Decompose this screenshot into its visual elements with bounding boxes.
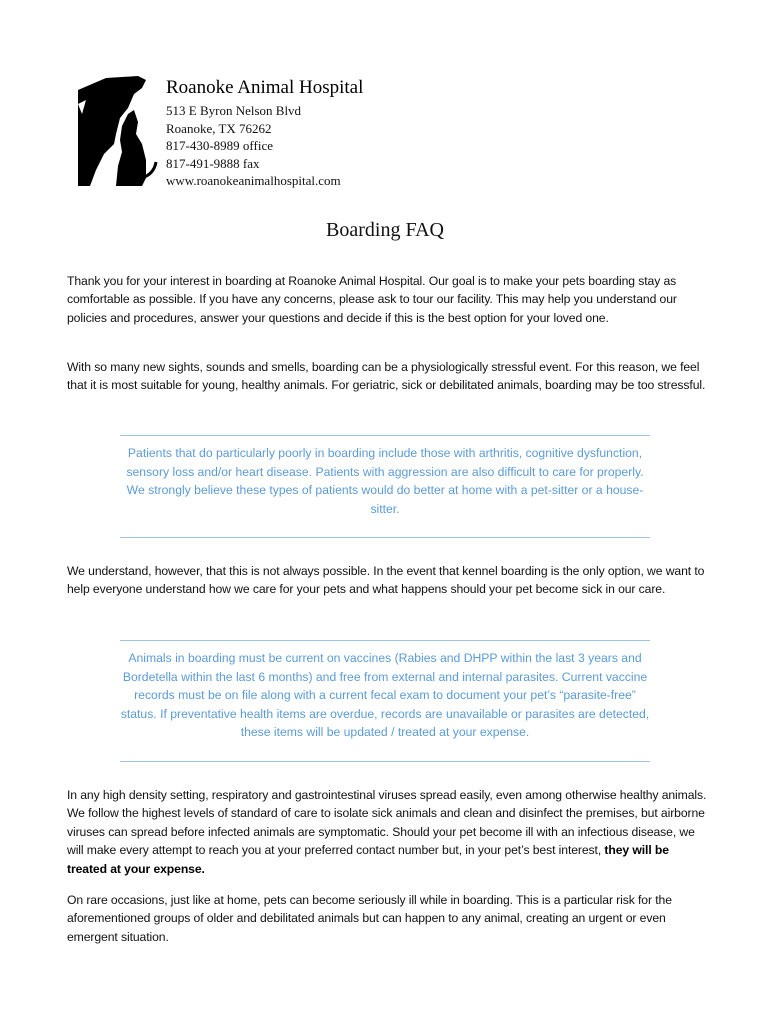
- callout-text: Patients that do particularly poorly in boarding include those with arthritis, cognitive dysfunction, sensory loss and/or heart disease. Patients with aggression are also difficult to care for properly. We strongly believe these types of patients would do better at home with a pet-sitter or a house-sitter.: [126, 446, 644, 516]
- website: www.roanokeanimalhospital.com: [166, 173, 341, 189]
- virus-text: In any high density setting, respiratory and gastrointestinal viruses spread easily, even among otherwise healthy animals. We follow the highest levels of standard of care to isolate sick animals and clean and disinfect the premises, but airborne viruses can spread before infected animals are symptomatic. Should your pet become ill with an infectious disease, we will make every attempt to reach you at your preferred contact number but, in your pet’s best interest,: [67, 788, 707, 858]
- org-name: Roanoke Animal Hospital: [166, 77, 364, 98]
- hospital-logo: [76, 74, 160, 186]
- callout-vaccine-requirements: [120, 640, 650, 762]
- page-title: Boarding FAQ: [326, 219, 444, 241]
- callout-text: Animals in boarding must be current on vaccines (Rabies and DHPP within the last 3 years and Bordetella within the last 6 months) and free from external and internal parasites. Current vaccine records must be on file along with a current fecal exam to document your pet’s “parasite-free” status. If preventative health items are overdue, records are unavailable or parasites are detected, these items will be updated / treated at your expense.: [120, 651, 650, 740]
- virus-paragraph: [67, 786, 707, 878]
- understanding-paragraph: We understand, however, that this is not always possible. In the event that kennel boarding is the only option, we want to help everyone understand how we care for your pets and what happens should your pet become sick in our care.: [67, 564, 705, 597]
- street-address: 513 E Byron Nelson Blvd: [166, 103, 302, 118]
- stress-paragraph: With so many new sights, sounds and smells, boarding can be a physiologically stressful event. For this reason, we feel that it is most suitable for young, healthy animals. For geriatric, sick or debilitated animals, boarding may be too stressful.: [67, 360, 706, 393]
- callout-poor-candidates: [120, 435, 650, 538]
- emergency-paragraph: On rare occasions, just like at home, pets can become seriously ill while in boarding. This is a particular risk for the aforementioned groups of older and debilitated animals but can happen to any animal, creating an urgent or even emergent situation.: [67, 893, 672, 944]
- letterhead: [166, 76, 363, 190]
- city-state-zip: Roanoke, TX 76262: [166, 120, 272, 136]
- expense-notice: they will be treated at your expense.: [67, 843, 669, 876]
- office-phone: 817-430-8989 office: [166, 138, 273, 154]
- intro-paragraph: Thank you for your interest in boarding at Roanoke Animal Hospital. Our goal is to make your pets boarding stay as comfortable as possible. If you have any concerns, please ask to tour our facility. This may help you understand our policies and procedures, answer your questions and decide if this is the best option for your loved one.: [67, 274, 677, 325]
- fax-number: 817-491-9888 fax: [166, 155, 260, 171]
